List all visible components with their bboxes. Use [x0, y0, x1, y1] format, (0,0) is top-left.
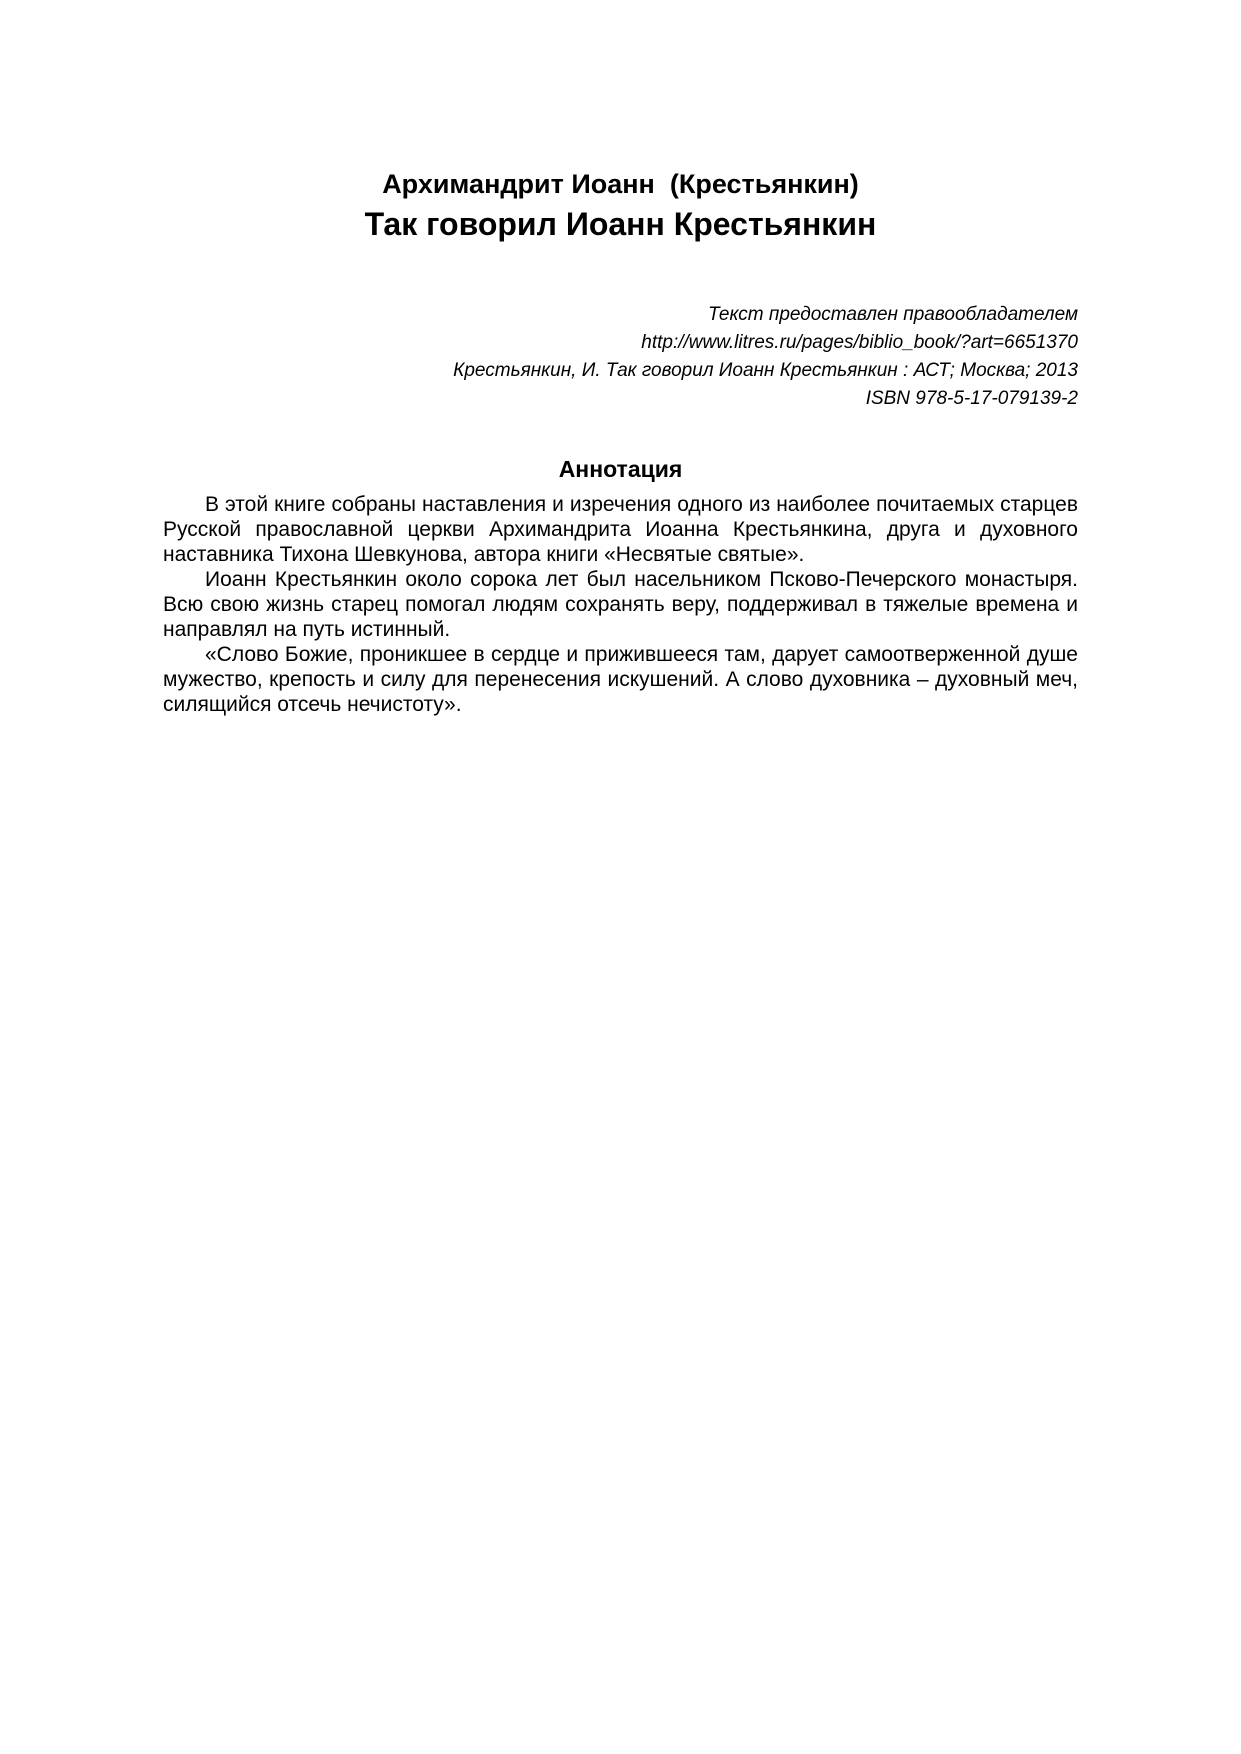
credit-line-publisher: Крестьянкин, И. Так говорил Иоанн Крестьянкин : АСТ; Москва; 2013	[453, 360, 1078, 381]
credits-block	[163, 301, 1078, 413]
author-heading: Архимандрит Иоанн (Крестьянкин)	[382, 169, 859, 199]
page-content	[163, 0, 1078, 717]
credit-line-url: http://www.litres.ru/pages/biblio_book/?art=6651370	[641, 332, 1078, 353]
credit-line-isbn: ISBN 978-5-17-079139-2	[865, 388, 1078, 409]
annotation-paragraph: «Слово Божие, проникшее в сердце и прижившееся там, дарует самоотверженной душе мужество, крепость и силу для перенесения искушений. А слово духовника – духовный меч, силящийся отсечь нечистоту».	[163, 643, 1078, 716]
annotation-heading: Аннотация	[558, 456, 683, 482]
annotation-body	[163, 492, 1078, 717]
annotation-paragraph: В этой книге собраны наставления и изречения одного из наиболее почитаемых старцев Русской православной церкви Архимандрита Иоанна Крестьянкина, друга и духовного наставника Тихона Шевкунова, автора книги «Несвятые святые».	[163, 493, 1078, 566]
credit-line-provider: Текст предоставлен правообладателем	[707, 304, 1078, 325]
annotation-paragraph: Иоанн Крестьянкин около сорока лет был насельником Псково-Печерского монастыря. Всю свою жизнь старец помогал людям сохранять веру, поддерживал в тяжелые времена и направлял на путь истинный.	[163, 568, 1078, 641]
book-title: Так говорил Иоанн Крестьянкин	[364, 206, 877, 242]
